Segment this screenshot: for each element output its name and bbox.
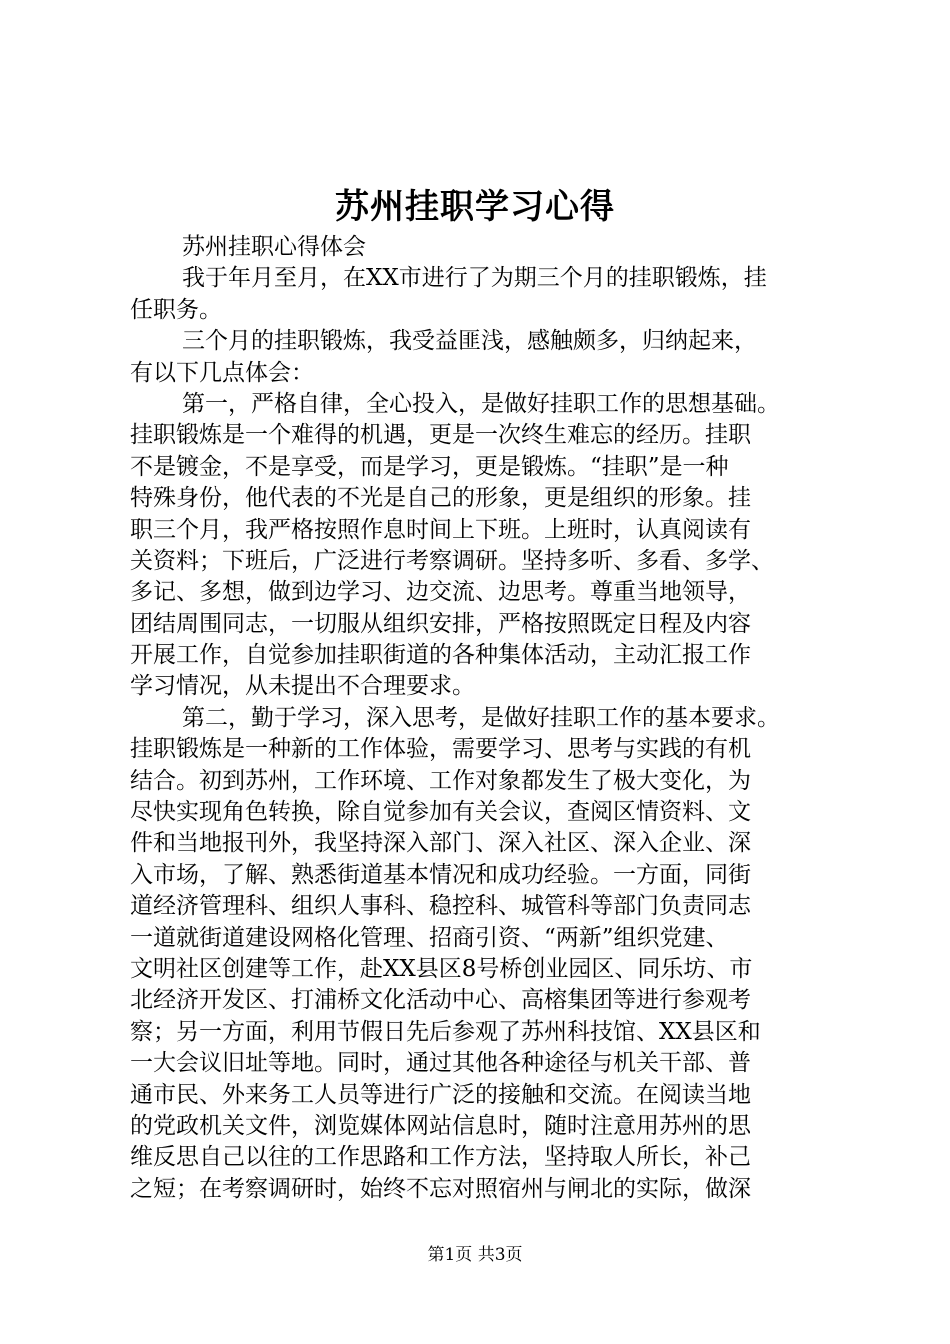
paragraph-line: 我于年月至月，在XX市进行了为期三个月的挂职锻炼，挂 [182,265,767,292]
paragraph-line: 维反思自己以往的工作思路和工作方法，坚持取人所长，补己 [130,1144,751,1171]
paragraph-line: 尽快实现角色转换，除自觉参加有关会议，查阅区情资料、文 [130,799,751,826]
paragraph-line: 一大会议旧址等地。同时，通过其他各种途径与机关干部、普 [130,1050,751,1077]
paragraph-line: 三个月的挂职锻炼，我受益匪浅，感触颇多，归纳起来， [182,328,757,355]
paragraph-line: 特殊身份，他代表的不光是自己的形象，更是组织的形象。挂 [130,485,751,512]
paragraph-line: 职三个月，我严格按照作息时间上下班。上班时，认真阅读有 [130,516,751,543]
paragraph-line: 多记、多想，做到边学习、边交流、边思考。尊重当地领导， [130,579,751,606]
paragraph-line: 有以下几点体会： [130,359,314,386]
paragraph-line: 开展工作，自觉参加挂职街道的各种集体活动，主动汇报工作 [130,642,751,669]
paragraph-line: 之短；在考察调研时，始终不忘对照宿州与闸北的实际，做深 [130,1175,751,1202]
page-number-footer: 第1页 共3页 [427,1245,523,1265]
paragraph-line: 挂职锻炼是一个难得的机遇，更是一次终生难忘的经历。挂职 [130,422,751,449]
paragraph-line: 北经济开发区、打浦桥文化活动中心、高榕集团等进行参观考 [130,987,751,1014]
paragraph-line: 任职务。 [130,296,222,323]
paragraph-line: 通市民、外来务工人员等进行广泛的接触和交流。在阅读当地 [130,1081,751,1108]
paragraph-line: 团结周围同志，一切服从组织安排，严格按照既定日程及内容 [130,610,751,637]
paragraph-line: 道经济管理科、组织人事科、稳控科、城管科等部门负责同志 [130,893,751,920]
paragraph-line: 结合。初到苏州，工作环境、工作对象都发生了极大变化，为 [130,767,751,794]
paragraph-line: 不是镀金，不是享受，而是学习，更是锻炼。“挂职”是一种 [130,453,729,480]
paragraph-line: 文明社区创建等工作，赴XX县区8号桥创业园区、同乐坊、市 [130,955,753,982]
paragraph-line: 件和当地报刊外，我坚持深入部门、深入社区、深入企业、深 [130,830,751,857]
subtitle-line: 苏州挂职心得体会 [182,234,366,260]
paragraph-line: 第一，严格自律，全心投入，是做好挂职工作的思想基础。 [182,390,780,417]
paragraph-line: 挂职锻炼是一种新的工作体验，需要学习、思考与实践的有机 [130,736,751,763]
paragraph-line: 第二，勤于学习，深入思考，是做好挂职工作的基本要求。 [182,704,780,731]
paragraph-line: 察；另一方面，利用节假日先后参观了苏州科技馆、XX县区和 [130,1018,761,1045]
paragraph-line: 学习情况，从未提出不合理要求。 [130,673,475,700]
document-body [130,232,850,1205]
paragraph-line: 关资料；下班后，广泛进行考察调研。坚持多听、多看、多学、 [130,547,774,574]
paragraph-line: 的党政机关文件，浏览媒体网站信息时，随时注意用苏州的思 [130,1112,751,1139]
paragraph-line: 一道就街道建设网格化管理、招商引资、“两新”组织党建、 [130,924,729,951]
paragraph-line: 入市场，了解、熟悉街道基本情况和成功经验。一方面，同街 [130,861,751,888]
document-title: 苏州挂职学习心得 [335,187,615,227]
